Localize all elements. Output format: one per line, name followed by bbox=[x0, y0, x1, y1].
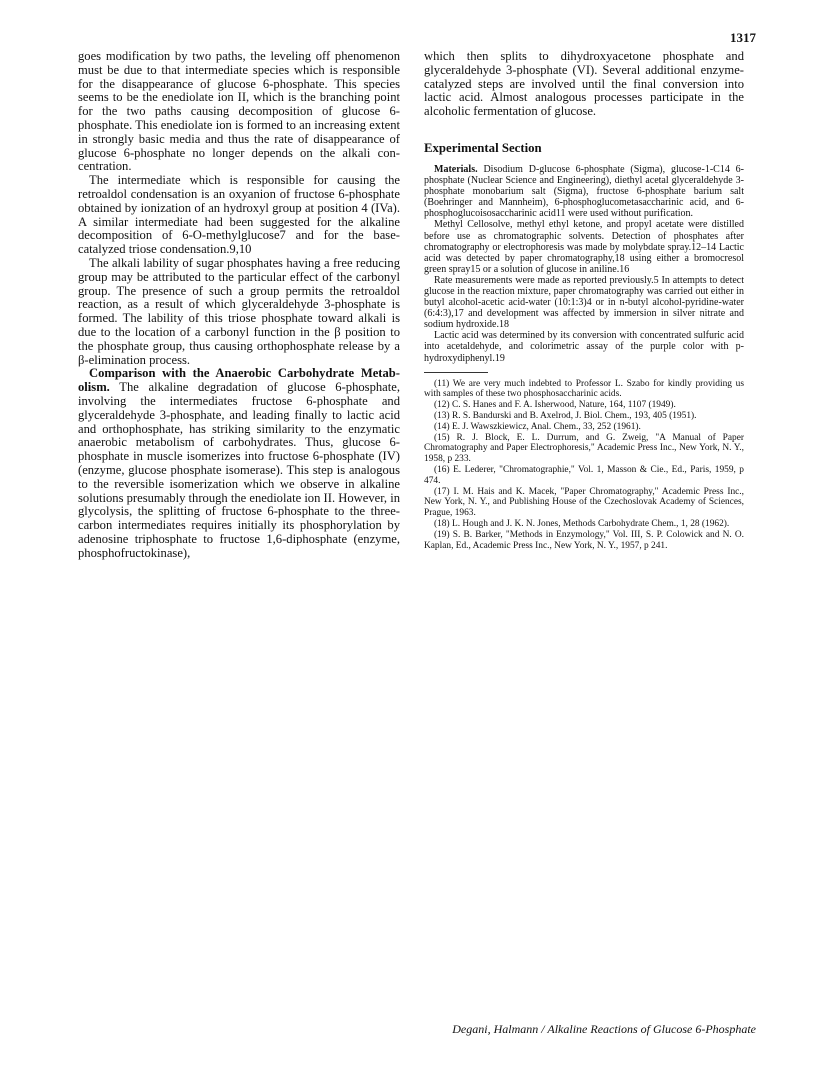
experimental-paragraph: Lactic acid was determined by its conversion with concentrated sulfuric acid into acetaldehyde, and colorimetric assay of the purple color with p-hydroxydiphenyl.19 bbox=[424, 330, 744, 364]
materials-heading: Materials. bbox=[434, 163, 478, 175]
footnote: (14) E. J. Wawszkiewicz, Anal. Chem., 33, 252 (1961). bbox=[434, 421, 641, 432]
right-column bbox=[424, 50, 744, 551]
footnote: (11) We are very much indebted to Professor L. Szabo for kindly providing us with samples of these two phosphosaccharinic acids. bbox=[424, 378, 744, 400]
left-column bbox=[78, 50, 400, 560]
footnote: (17) I. M. Hais and K. Macek, "Paper Chromatography," Academic Press Inc., New York, N. Y., and Publishing House of the Czechoslovak Academy of Sciences, Prague, 1963. bbox=[424, 486, 744, 519]
running-footer: Degani, Halmann / Alkaline Reactions of Glucose 6-Phosphate bbox=[452, 1022, 756, 1036]
footnote: (19) S. B. Barker, "Methods in Enzymology," Vol. III, S. P. Colowick and N. O. Kaplan, Ed., Academic Press Inc., New York, N. Y., 1957, p 241. bbox=[424, 529, 744, 551]
footnote: (15) R. J. Block, E. L. Durrum, and G. Zweig, "A Manual of Paper Chromatography and Paper Electrophoresis," Academic Press Inc., New York, N. Y., 1958, p 233. bbox=[424, 432, 744, 465]
footnote-divider bbox=[424, 372, 488, 373]
body-paragraph: which then splits to dihydroxyacetone phosphate and glyceraldehyde 3-phosphate (VI). Several additional enzyme-catalyzed steps are involved until the final conversion into lactic acid. Almost analogous processes participate in the alcoholic fermentation of glucose. bbox=[424, 49, 744, 119]
experimental-paragraph: Rate measurements were made as reported previously.5 In attempts to detect glucose in the reaction mixture, paper chromatography was carried out either in butyl alcohol-acetic acid-water (10:1:3)4 or in n-butyl alcohol-pyridine-water (6:4:3),17 and development was affected by immersion in silver nitrate and sodium hydroxide.18 bbox=[424, 274, 744, 331]
page-number: 1317 bbox=[730, 30, 756, 45]
comparison-paragraph bbox=[78, 367, 400, 560]
materials-paragraph bbox=[424, 164, 744, 219]
body-paragraph: goes modification by two paths, the leveling off phenomenon must be due to that intermediate species which is responsible for the disappearance of glucose 6-phosphate. This species seems to be the enediolate ion II, which is the branching point for the two paths causing decomposition of glucose 6-phosphate. This enediolate ion is formed to an increasing extent in strongly basic media and thus the rate of disappearance of glucose 6-phosphate no longer depends on the alkali concentration. bbox=[78, 49, 400, 174]
footnote: (13) R. S. Bandurski and B. Axelrod, J. Biol. Chem., 193, 405 (1951). bbox=[434, 411, 697, 422]
experimental-paragraph: Methyl Cellosolve, methyl ethyl ketone, and propyl acetate were distilled before use as chromatographic solvents. Detection of phosphates after chromatography or electrophoresis was made by molybdate spray.12–14 Lactic acid was detected by paper chromatography,18 using either a bromocresol green spray15 or a solution of glucose in aniline.16 bbox=[424, 219, 744, 275]
materials-text: Disodium D-glucose 6-phosphate (Sigma), glucose-1-C14 6-phosphate (Nuclear Science and Engineering), diethyl acetal glyceraldehyde 3-phosphate monobarium salt (Sigma), fructose 6-phosphate barium salt (Boehringer and Mannheim), 6-phosphoglucometasaccharinic acid, and 6-phosphoglucoisosaccharinic acid11 were used without purification. bbox=[424, 163, 744, 220]
section-title: Experimental Section bbox=[424, 140, 542, 155]
body-paragraph: The alkali lability of sugar phosphates having a free reducing group may be attributed to the particular effect of the carbonyl group. The presence of such a group permits the retroaldol reaction, as a result of which glyceraldehyde 3-phosphate is formed. The lability of this triose phosphate toward alkali is due to the location of a carbonyl function in the β position to the phosphate group, thus causing orthophosphate release by a β-elimination process. bbox=[78, 255, 400, 367]
footnote: (18) L. Hough and J. K. N. Jones, Methods Carbohydrate Chem., 1, 28 (1962). bbox=[434, 519, 730, 530]
footnote: (12) C. S. Hanes and F. A. Isherwood, Nature, 164, 1107 (1949). bbox=[434, 400, 676, 411]
comparison-heading: Comparison with the Anaerobic Carbohydrate Metabolism. bbox=[78, 366, 400, 395]
footnote-list bbox=[424, 379, 744, 552]
footnote: (16) E. Lederer, "Chromatographie," Vol. 1, Masson & Cie., Ed., Paris, 1959, p 474. bbox=[424, 465, 744, 486]
comparison-text: The alkaline degradation of glucose 6-phosphate, involving the intermediates fructose 6-phosphate and glyceraldehyde 3-phosphate, and leading finally to lactic acid and orthophosphate, has striking similarity to the enzymatic anaerobic metabolism of carbohydrates. Thus, glucose 6-phosphate in muscle isomerizes into fructose 6-phosphate (IV) (enzyme, glucose phosphate isomerase). This step is analogous to the reversible isomerization which we observe in alkaline solutions presumably through the enediolate ion II. However, in glycolysis, the splitting of fructose 6-phosphate to the three-carbon intermediates requires initially its phosphorylation by adenosine triphosphate to fructose 1,6-diphosphate (enzyme, phosphofructokinase), bbox=[78, 380, 401, 560]
body-paragraph: The intermediate which is responsible for causing the retroaldol condensation is an oxyanion of fructose 6-phosphate obtained by ionization of an hydroxyl group at position 4 (IVa). A similar intermediate had been suggested for the alkaline decomposition of 6-O-methylglucose7 and for the base-catalyzed triose condensation.9,10 bbox=[78, 173, 400, 257]
